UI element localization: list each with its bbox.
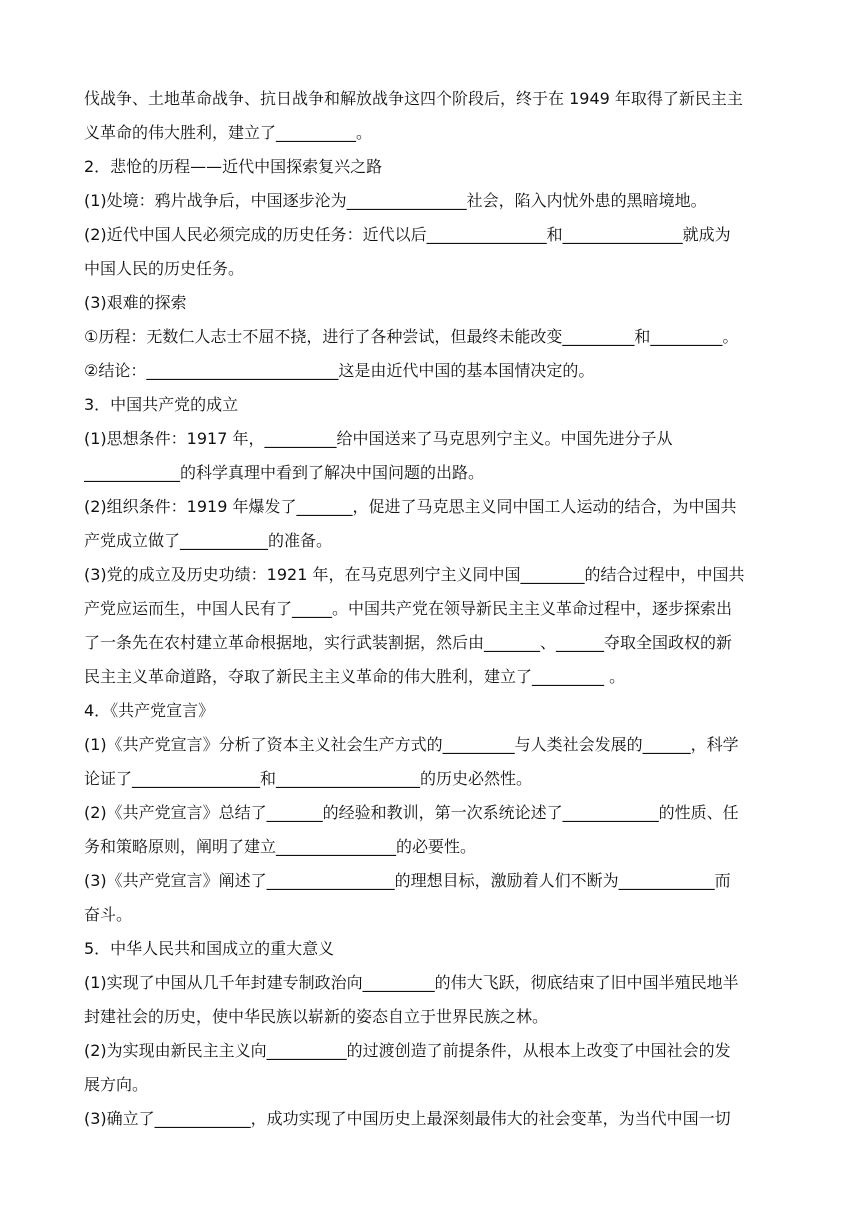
paragraph-line: (2)为实现由新民主主义向__________的过渡创造了前提条件，从根本上改变了中国社会的发: [84, 1041, 731, 1060]
paragraph-line: (1)实现了中国从几千年封建专制政治向_________的伟大飞跃，彻底结束了旧中国半殖民地半: [84, 973, 739, 992]
paragraph-line: (2)《共产党宣言》总结了_______的经验和教训，第一次系统论述了____________的性质、任: [84, 803, 739, 822]
section-heading-4: 4．《共产党宣言》: [84, 701, 215, 720]
paragraph-line: 产党成立做了___________的准备。: [84, 531, 333, 550]
paragraph-line: (3)确立了____________，成功实现了中国历史上最深刻最伟大的社会变革，为当代中国一切: [84, 1109, 731, 1128]
document-body: [84, 82, 778, 1136]
paragraph-line: ____________的科学真理中看到了解决中国问题的出路。: [84, 463, 485, 482]
paragraph-line: (3)党的成立及历史功绩：1921 年，在马克思列宁主义同中国________的结合过程中，中国共: [84, 565, 745, 584]
section-heading-2: 2．悲怆的历程——近代中国探索复兴之路: [84, 157, 383, 176]
paragraph-line: 封建社会的历史，使中华民族以崭新的姿态自立于世界民族之林。: [84, 1007, 549, 1026]
paragraph-line: 产党应运而生，中国人民有了_____。中国共产党在领导新民主主义革命过程中，逐步探索出: [84, 599, 733, 618]
paragraph-line: (1)处境：鸦片战争后，中国逐步沦为_______________社会，陷入内忧外患的黑暗境地。: [84, 191, 707, 210]
paragraph-line: (2)组织条件：1919 年爆发了_______，促进了马克思主义同中国工人运动的结合，为中国共: [84, 497, 737, 516]
paragraph-line: (3)《共产党宣言》阐述了________________的理想目标，激励着人们不断为____________而: [84, 871, 731, 890]
paragraph-line: 展方向。: [84, 1075, 149, 1094]
paragraph-line: 中国人民的历史任务。: [84, 259, 245, 278]
paragraph-line: (3)艰难的探索: [84, 293, 187, 312]
section-heading-3: 3．中国共产党的成立: [84, 395, 239, 414]
paragraph-line: ②结论：________________________这是由近代中国的基本国情决定的。: [84, 361, 595, 380]
paragraph-line: 伐战争、土地革命战争、抗日战争和解放战争这四个阶段后，终于在 1949 年取得了新民主主: [84, 89, 743, 108]
paragraph-line: ①历程：无数仁人志士不屈不挠，进行了各种尝试，但最终未能改变_________和_________。: [84, 327, 739, 346]
paragraph-line: 了一条先在农村建立革命根据地，实行武装割据，然后由_______、______夺取全国政权的新: [84, 633, 733, 652]
paragraph-line: 义革命的伟大胜利，建立了__________。: [84, 123, 373, 142]
section-heading-5: 5．中华人民共和国成立的重大意义: [84, 939, 335, 958]
paragraph-line: (1)《共产党宣言》分析了资本主义社会生产方式的_________与人类社会发展的______，科学: [84, 735, 739, 754]
paragraph-line: (2)近代中国人民必须完成的历史任务：近代以后_______________和_______________就成为: [84, 225, 731, 244]
paragraph-line: (1)思想条件：1917 年，_________给中国送来了马克思列宁主义。中国先进分子从: [84, 429, 673, 448]
paragraph-line: 论证了________________和__________________的历史必然性。: [84, 769, 533, 788]
paragraph-line: 务和策略原则，阐明了建立_______________的必要性。: [84, 837, 477, 856]
paragraph-line: 民主主义革命道路，夺取了新民主主义革命的伟大胜利，建立了_________ 。: [84, 667, 626, 686]
paragraph-line: 奋斗。: [84, 905, 133, 924]
